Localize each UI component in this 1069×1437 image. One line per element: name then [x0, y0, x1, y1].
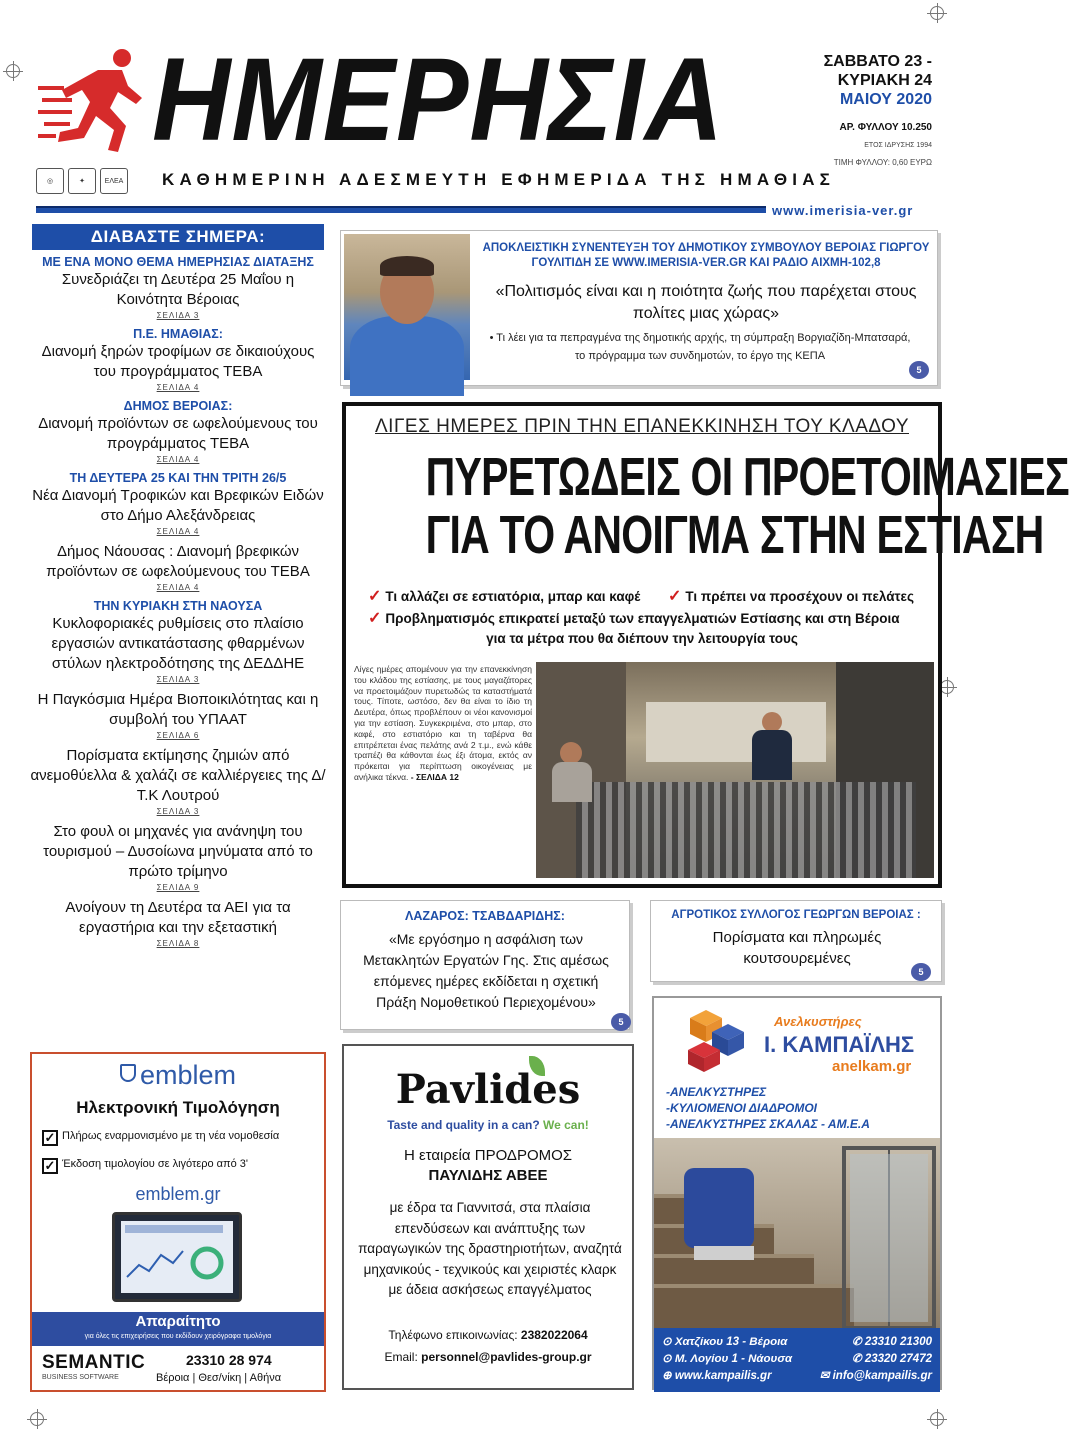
item-page: ΣΕΛΙΔΑ 4	[156, 455, 200, 464]
bullet-text: Προβληματισμός επικρατεί μεταξύ των επαγγελματιών Εστίασης και στη Βέροια	[385, 611, 900, 626]
list-item[interactable]	[30, 326, 326, 394]
item-body: Διανομή ξηρών τροφίμων σε δικαιούχους του προγράμματος ΤΕΒΑ	[41, 343, 315, 380]
pavlides-advertisement[interactable]	[342, 1044, 634, 1390]
company-line-2: ΠΑΥΛΙΔΗΣ ΑΒΕΕ	[428, 1167, 548, 1184]
emblem-phone: 23310 28 974	[186, 1352, 272, 1368]
emblem-url[interactable]: emblem.gr	[135, 1184, 221, 1204]
registration-mark	[940, 680, 954, 694]
item-page: ΣΕΛΙΔΑ 6	[156, 731, 200, 740]
masthead-rule	[36, 206, 766, 213]
bullet-text: Τι αλλάζει σε εστιατόρια, μπαρ και καφέ	[385, 589, 641, 604]
kampailis-contacts	[654, 1328, 940, 1392]
emblem-logo	[32, 1060, 324, 1091]
item-page: ΣΕΛΙΔΑ 8	[156, 939, 200, 948]
semantic-subtitle: BUSINESS SOFTWARE	[42, 1374, 119, 1381]
date-line-3: ΜΑΙΟΥ 2020	[839, 91, 932, 108]
item-page: ΣΕΛΙΔΑ 3	[156, 311, 200, 320]
contact-row	[662, 1368, 932, 1385]
service-item: -ΚΥΛΙΟΜΕΝΟΙ ΔΙΑΔΡΟΜΟΙ	[666, 1101, 818, 1115]
badge-elea: ΕΛΕΑ	[100, 168, 128, 194]
interview-kicker: ΑΠΟΚΛΕΙΣΤΙΚΗ ΣΥΝΕΝΤΕΥΞΗ ΤΟΥ ΔΗΜΟΤΙΚΟΥ ΣΥΜΒΟΥΛΟΥ ΒΕΡΟΙΑΣ ΓΙΩΡΓΟΥ ΓΟΥΛΙΤΙΔΗ ΣΕ WWW.IMERISIA-VER.GR ΚΑΙ ΡΑΔΙΟ ΑΙΧΜΗ-102,8	[482, 242, 930, 269]
banner-title: Απαραίτητο	[135, 1313, 221, 1330]
list-item[interactable]	[30, 542, 326, 594]
semantic-logo: SEMANTIC	[42, 1352, 146, 1373]
dashboard-chart-icon	[121, 1221, 227, 1287]
tagline-text: Taste and quality in a can?	[387, 1118, 540, 1132]
item-body: Η Παγκόσμια Ημέρα Βιοποικιλότητας και η συμβολή του ΥΠΑΑΤ	[37, 691, 319, 728]
kampailis-services	[666, 1084, 870, 1132]
item-page: ΣΕΛΙΔΑ 9	[156, 883, 200, 892]
badge-icon: ✦	[68, 168, 96, 194]
issue-price: ΤΙΜΗ ΦΥΛΛΟΥ: 0,60 ΕΥΡΩ	[833, 158, 932, 167]
list-item[interactable]	[30, 746, 326, 818]
emblem-banner	[32, 1312, 324, 1346]
registration-mark	[6, 64, 20, 78]
service-item: -ΑΝΕΛΚΥΣΤΗΡΕΣ	[666, 1085, 767, 1099]
emblem-advertisement[interactable]	[30, 1052, 326, 1392]
story-overline: ΛΙΓΕΣ ΗΜΕΡΕΣ ΠΡΙΝ ΤΗΝ ΕΠΑΝΕΚΚΙΝΗΣΗ ΤΟΥ ΚΛΑΔΟΥ	[374, 416, 909, 437]
phone: 23310 21300	[864, 1336, 932, 1348]
item-page: ΣΕΛΙΔΑ 4	[156, 527, 200, 536]
item-body: Δήμος Νάουσας : Διανομή βρεφικών προϊόντων σε ωφελούμενους του ΤΕΒΑ	[46, 543, 310, 580]
item-kicker: Π.Ε. ΗΜΑΘΙΑΣ:	[133, 327, 223, 341]
founding-year: ΕΤΟΣ ΙΔΡΥΣΗΣ 1994	[864, 142, 932, 149]
contact-row	[662, 1351, 932, 1368]
tsavdaridis-kicker: ΛΑΖΑΡΟΣ: ΤΣΑΒΔΑΡΙΔΗΣ:	[405, 909, 565, 923]
story-headline	[425, 447, 1069, 565]
item-body: Συνεδριάζει τη Δευτέρα 25 Μαΐου η Κοινότητα Βέροιας	[61, 271, 295, 308]
service-item: -ΑΝΕΛΚΥΣΤΗΡΕΣ ΣΚΑΛΑΣ - ΑΜ.Ε.Α	[666, 1117, 870, 1131]
emblem-logo-text: emblem	[139, 1060, 237, 1090]
date-line-2: ΚΥΡΙΑΚΗ 24	[837, 72, 932, 89]
kampailis-small: Ανελκυστήρες	[774, 1014, 862, 1029]
emblem-heading: Ηλεκτρονική Τιμολόγηση	[76, 1098, 280, 1117]
item-page: ΣΕΛΙΔΑ 4	[156, 383, 200, 392]
email-value[interactable]: personnel@pavlides-group.gr	[421, 1350, 592, 1364]
phone: 23320 27472	[864, 1353, 932, 1365]
story-bullet-3-cont: για τα μέτρα που θα διέπουν την λειτουργία τους	[486, 631, 798, 646]
kampailis-advertisement[interactable]	[652, 996, 942, 1390]
pavlides-phone	[344, 1328, 632, 1342]
checkbox-icon: ✓	[42, 1158, 58, 1174]
list-item[interactable]	[30, 470, 326, 538]
story-body-text: Λίγες ημέρες απομένουν για την επανεκκίνηση του κλάδου της εστίασης, με τους μαγαζάτορες να προετοιμάζουν πυρετωδώς τα καταστήματά τους. Τίποτε, ωστόσο, δεν θα είναι το ίδιο τη Δευτέρα, όπως προβλέπουν οι νέοι κανονισμοί για την εστίαση. Συγκεκριμένα, στο μπαρ, στο καφέ, στο εστιατόριο και τη ταβέρνα θα επιτρέπεται ένας πελάτης ανά 2 τ.μ., ενώ κάθε τραπέζι θα κάθονται έως έξι άτομα, εκτός αν πρόκειται για περίπτωση οικογένειας με ανήλικα τέκνα.	[354, 664, 532, 782]
laptop-screenshot	[112, 1212, 242, 1302]
tagline-accent: We can!	[543, 1118, 589, 1132]
item-kicker: ΤΗΝ ΚΥΡΙΑΚΗ ΣΤΗ ΝΑΟΥΣΑ	[93, 599, 263, 613]
list-item[interactable]	[30, 254, 326, 322]
email[interactable]: info@kampailis.gr	[832, 1370, 932, 1382]
page-badge: 5	[611, 1013, 631, 1031]
badge-icon: ◎	[36, 168, 64, 194]
runner-logo-icon	[38, 46, 150, 156]
pavlides-email	[344, 1350, 632, 1364]
page-badge: 5	[911, 963, 931, 981]
check-icon: ✓	[668, 588, 682, 605]
read-today-header: ΔΙΑΒΑΣΤΕ ΣΗΜΕΡΑ:	[32, 224, 324, 250]
phone-label: Τηλέφωνο επικοινωνίας:	[388, 1328, 518, 1342]
item-body: Πορίσματα εκτίμησης ζημιών από ανεμοθύελλα & χαλάζι σε καλλιέργειες της Δ/Τ.Κ Λουτρού	[30, 747, 326, 804]
location-icon: ⊙ Χατζίκου 13 - Βέροια	[662, 1336, 788, 1348]
agro-union-box[interactable]	[650, 900, 942, 982]
page-badge: 5	[909, 361, 929, 379]
masthead-title: ΗΜΕΡΗΣΙΑ	[152, 34, 725, 166]
check-icon: ✓	[368, 588, 382, 605]
masthead-subtitle: ΚΑΘΗΜΕΡΙΝΗ ΑΔΕΣΜΕΥΤΗ ΕΦΗΜΕΡΙΔΑ ΤΗΣ ΗΜΑΘΙΑΣ	[162, 170, 836, 189]
item-kicker: ΔΗΜΟΣ ΒΕΡΟΙΑΣ:	[123, 399, 233, 413]
item-body: Στο φουλ οι μηχανές για ανάνηψη του τουρισμού – Δυσοίωνα μηνύματα από το πρώτο τρίμηνο	[43, 823, 313, 880]
read-today-list	[30, 254, 326, 954]
cubes-logo-icon	[686, 1008, 750, 1074]
list-item[interactable]	[30, 598, 326, 686]
phone-icon: ✆ 23310 21300	[852, 1336, 932, 1348]
list-item[interactable]	[30, 822, 326, 894]
list-item[interactable]	[30, 690, 326, 742]
registration-mark	[30, 1412, 44, 1426]
pavlides-tagline	[344, 1118, 632, 1132]
website[interactable]: www.kampailis.gr	[674, 1370, 772, 1382]
headline-line-1: ΠΥΡΕΤΩΔΕΙΣ ΟΙ ΠΡΟΕΤΟΙΜΑΣΙΕΣ	[425, 447, 1069, 507]
story-body	[354, 664, 532, 783]
interview-quote: «Πολιτισμός είναι και η ποιότητα ζωής που παρέχεται στους πολίτες μιας χώρας»	[495, 283, 917, 322]
item-page: ΣΕΛΙΔΑ 3	[156, 675, 200, 684]
check-text: Έκδοση τιμολογίου σε λιγότερο από 3'	[62, 1158, 248, 1170]
pavlides-body: με έδρα τα Γιαννιτσά, στα πλαίσια επενδύσεων και ανάπτυξης των παραγωγικών της δραστηριοτήτων, αναζητά μηχανικούς - τεχνικούς και χειριστές κλαρκ με άδεια ασκήσεως επαγγέλματος	[358, 1200, 622, 1297]
story-bullet-2	[668, 588, 914, 606]
headline-line-2: ΓΙΑ ΤΟ ΑΝΟΙΓΜΑ ΣΤΗΝ ΕΣΤΙΑΣΗ	[425, 505, 1044, 565]
item-page: ΣΕΛΙΔΑ 4	[156, 583, 200, 592]
list-item[interactable]	[30, 898, 326, 950]
registration-mark	[930, 1412, 944, 1426]
issue-date	[792, 52, 932, 109]
mail-icon: ✉ info@kampailis.gr	[819, 1370, 932, 1382]
check-icon: ✓	[368, 610, 382, 627]
shield-icon	[120, 1064, 136, 1082]
globe-icon: ⊕ www.kampailis.gr	[662, 1370, 772, 1382]
item-kicker: ΜΕ ΕΝΑ ΜΟΝΟ ΘΕΜΑ ΗΜΕΡΗΣΙΑΣ ΔΙΑΤΑΞΗΣ	[42, 255, 314, 269]
interview-bullet: • Τι λέει για τα πεπραγμένα της δημοτικής αρχής, τη σύμπραξη Βοργιαζίδη-Μπατσαρά, το πρόγραμμα των συνδημοτών, το έργο της ΚΕΠΑ	[489, 332, 911, 362]
phone-icon: ✆ 23320 27472	[852, 1353, 932, 1365]
company-line-1: Η εταιρεία ΠΡΟΔΡΟΜΟΣ	[403, 1147, 573, 1164]
email-label: Email:	[384, 1350, 418, 1364]
agro-kicker: ΑΓΡΟΤΙΚΟΣ ΣΥΛΛΟΓΟΣ ΓΕΩΡΓΩΝ ΒΕΡΟΙΑΣ :	[671, 909, 921, 921]
check-text: Πλήρως εναρμονισμένο με τη νέα νομοθεσία	[62, 1130, 280, 1142]
emblem-check-1	[42, 1130, 279, 1146]
stairlift-photo	[654, 1138, 940, 1328]
item-body: Διανομή προϊόντων σε ωφελούμενους του προγράμματος ΤΕΒΑ	[38, 415, 318, 452]
item-page: ΣΕΛΙΔΑ 3	[156, 807, 200, 816]
interview-box[interactable]	[340, 230, 938, 386]
date-line-1: ΣΑΒΒΑΤΟ 23 -	[823, 53, 932, 70]
story-bullet-3	[368, 610, 900, 628]
main-story[interactable]	[342, 402, 1069, 888]
checkbox-icon: ✓	[42, 1130, 58, 1146]
agro-body: Πορίσματα και πληρωμές κουτσουρεμένες	[712, 929, 882, 967]
kampailis-site[interactable]: anelkam.gr	[832, 1058, 912, 1075]
location-icon: ⊙ Μ. Λογίου 1 - Νάουσα	[662, 1353, 793, 1365]
address: Μ. Λογίου 1 - Νάουσα	[674, 1353, 793, 1365]
interviewee-photo	[344, 234, 470, 380]
item-body: Νέα Διανομή Τροφικών και Βρεφικών Ειδών στο Δήμο Αλεξάνδρειας	[32, 487, 324, 524]
tsavdaridis-body: «Με εργόσημο η ασφάλιση των Μετακλητών Εργατών Γης. Στις αμέσως επόμενες ημέρες εκδίδεται η σχετική Πράξη Νομοθετικού Περιεχομένου»	[363, 931, 609, 1010]
item-kicker: ΤΗ ΔΕΥΤΕΡΑ 25 ΚΑΙ ΤΗΝ ΤΡΙΤΗ 26/5	[69, 471, 287, 485]
tsavdaridis-box[interactable]	[340, 900, 630, 1030]
pavlides-company	[344, 1146, 632, 1186]
story-page-ref: - ΣΕΛΙΔΑ 12	[410, 771, 459, 782]
item-body: Ανοίγουν τη Δευτέρα τα ΑΕΙ για τα εργαστήρια και την εξεταστική	[65, 899, 291, 936]
contact-row	[662, 1334, 932, 1351]
item-body: Κυκλοφοριακές ρυθμίσεις στο πλαίσιο εργασιών αντικατάστασης φθαρμένων στύλων ηλεκτροδότησης της ΔΕΔΔΗΕ	[51, 615, 305, 672]
website-link[interactable]: www.imerisia-ver.gr	[772, 203, 914, 218]
story-bullet-1	[368, 588, 640, 606]
story-photo	[536, 662, 934, 878]
membership-badges	[36, 168, 154, 196]
pavlides-logo: Pavlides	[395, 1066, 581, 1113]
bullet-text: Τι πρέπει να προσέχουν οι πελάτες	[685, 589, 914, 604]
phone-value: 2382022064	[520, 1328, 588, 1342]
address: Χατζίκου 13 - Βέροια	[674, 1336, 788, 1348]
kampailis-name: Ι. ΚΑΜΠΑΪΛΗΣ	[764, 1032, 915, 1057]
registration-mark	[930, 6, 944, 20]
emblem-cities: Βέροια | Θεσ/νίκη | Αθήνα	[156, 1372, 282, 1384]
emblem-check-2	[42, 1158, 248, 1174]
banner-subtitle: για όλες τις επιχειρήσεις που εκδίδουν χειρόγραφα τιμολόγια	[84, 1333, 272, 1340]
list-item[interactable]	[30, 398, 326, 466]
issue-number: ΑΡ. ΦΥΛΛΟΥ 10.250	[839, 122, 932, 133]
